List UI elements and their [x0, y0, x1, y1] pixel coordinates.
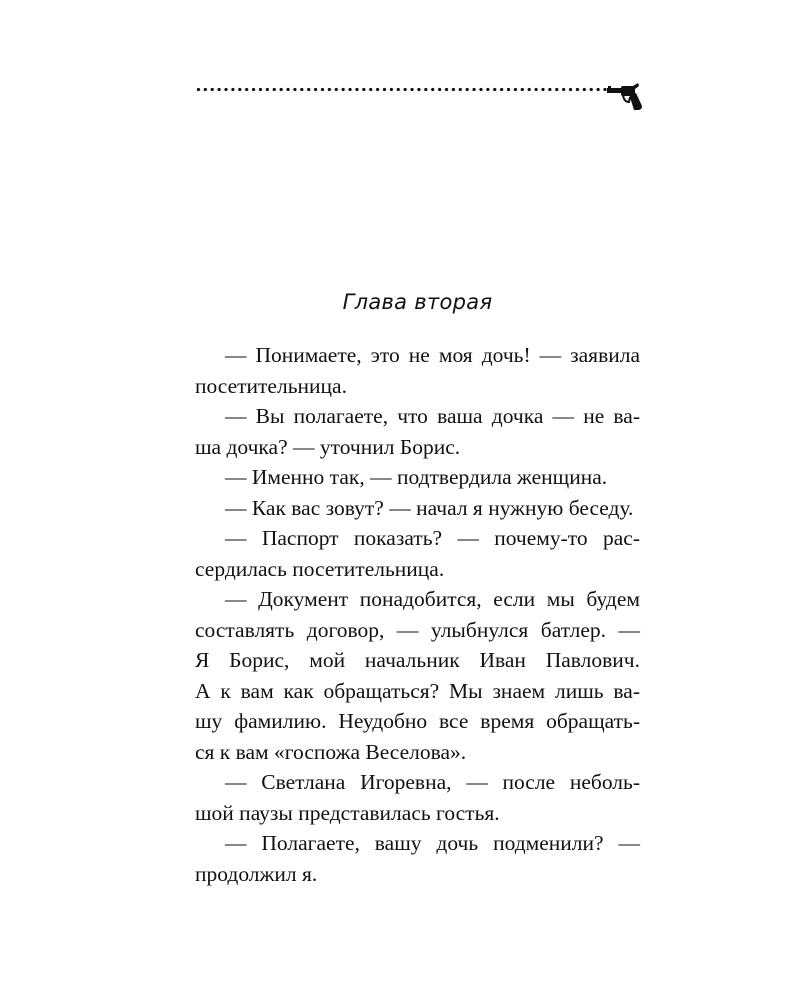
text-line: — Понимаете, это не моя дочь! — заявила — [225, 343, 640, 367]
text-line: составлять договор, — улыбнулся батлер. — — [195, 617, 640, 642]
dotted-rule — [195, 87, 611, 92]
text-line: шу фамилию. Неудобно все время обращать- — [195, 709, 640, 733]
chapter-title: Глава вторая — [342, 290, 493, 314]
chapter-body — [195, 340, 640, 889]
text-line: посетительница. — [195, 373, 347, 398]
text-line: сердилась посетительница. — [195, 556, 445, 581]
text-line: шой паузы представилась гостья. — [195, 800, 500, 825]
text-line: — Полагаете, вашу дочь подменили? — — [225, 831, 640, 855]
text-line: — Документ понадобится, если мы будем — [225, 587, 640, 611]
revolver-icon — [605, 80, 645, 112]
text-line: ся к вам «госпожа Веселова». — [195, 739, 467, 764]
text-line: — Вы полагаете, что ваша дочка — не ва- — [225, 404, 640, 428]
header-ornament — [195, 80, 645, 112]
text-line: — Именно так, — подтвердила женщина. — [225, 465, 608, 489]
text-line: А к вам как обращаться? Мы знаем лишь ва- — [195, 678, 640, 703]
text-line: — Светлана Игоревна, — после неболь- — [225, 770, 640, 794]
text-line: Я Борис, мой начальник Иван Павлович. — [195, 648, 640, 672]
text-line: ша дочка? — уточнил Борис. — [195, 434, 461, 459]
text-line: — Как вас зовут? — начал я нужную беседу. — [225, 495, 634, 520]
text-line: продолжил я. — [195, 861, 318, 886]
text-line: — Паспорт показать? — почему-то рас- — [225, 526, 640, 550]
